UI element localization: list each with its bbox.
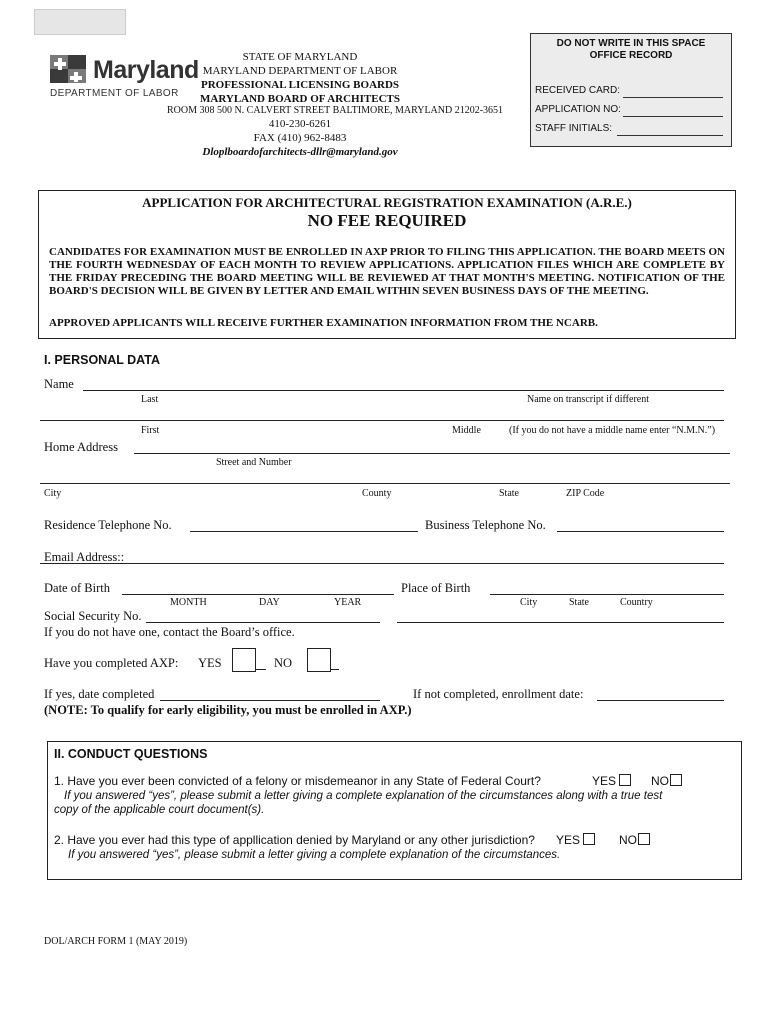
conduct-heading: II. CONDUCT QUESTIONS xyxy=(54,747,208,761)
ssn-line[interactable] xyxy=(146,622,380,623)
agency-email: Dloplboardofarchitects-dllr@maryland.gov xyxy=(202,146,398,158)
q2-no-checkbox[interactable] xyxy=(638,833,650,845)
first-label: First xyxy=(141,425,160,436)
received-card-label: RECEIVED CARD: xyxy=(535,85,621,96)
question-2: 2. Have you ever had this type of appllication denied by Maryland or any other jurisdiction? xyxy=(54,833,535,847)
residence-phone-line[interactable] xyxy=(190,531,418,532)
ssn-note: If you do not have one, contact the Board’s office. xyxy=(44,625,295,639)
email-label: Email Address:: xyxy=(44,550,125,564)
axp-label: Have you completed AXP: xyxy=(44,656,179,670)
ssn-right-line xyxy=(397,622,724,623)
email-line[interactable] xyxy=(40,563,724,564)
office-heading: DO NOT WRITE IN THIS SPACE OFFICE RECORD xyxy=(556,38,706,61)
logo-wordmark: Maryland xyxy=(93,56,199,84)
enrollment-date-label: If not completed, enrollment date: xyxy=(413,687,584,701)
home-address-label: Home Address xyxy=(44,440,118,454)
received-card-line xyxy=(623,97,723,98)
business-phone-label: Business Telephone No. xyxy=(425,518,546,532)
title-box xyxy=(38,190,736,339)
date-completed-line[interactable] xyxy=(160,700,380,701)
pob-line[interactable] xyxy=(490,594,724,595)
pob-label: Place of Birth xyxy=(401,581,471,595)
axp-yes-underline xyxy=(255,669,266,670)
city-line[interactable] xyxy=(40,483,730,484)
axp-no-label: NO xyxy=(274,656,293,670)
ssn-label: Social Security No. xyxy=(44,609,142,623)
dob-line[interactable] xyxy=(122,594,394,595)
staff-initials-label: STAFF INITIALS: xyxy=(535,123,613,134)
day-label: DAY xyxy=(259,597,280,608)
personal-data-heading: I. PERSONAL DATA xyxy=(44,353,160,367)
q2-yes-checkbox[interactable] xyxy=(583,833,595,845)
q1-yes-option[interactable]: YES xyxy=(592,774,631,788)
form-title: APPLICATION FOR ARCHITECTURAL REGISTRATION EXAMINATION (A.R.E.) xyxy=(142,195,632,210)
year-label: YEAR xyxy=(334,597,362,608)
agency-state: STATE OF MARYLAND xyxy=(242,51,358,63)
last-label: Last xyxy=(141,394,159,405)
pob-state-label: State xyxy=(569,597,589,608)
q2-no-option[interactable]: NO xyxy=(619,833,650,847)
application-no-line xyxy=(623,116,723,117)
month-label: MONTH xyxy=(170,597,207,608)
date-completed-label: If yes, date completed xyxy=(44,687,155,701)
middle-label: Middle xyxy=(452,425,481,436)
street-label: Street and Number xyxy=(216,457,292,468)
street-line[interactable] xyxy=(134,453,730,454)
transcript-label: Name on transcript if different xyxy=(527,394,649,405)
q1-yes-checkbox[interactable] xyxy=(619,774,631,786)
axp-no-checkbox[interactable] xyxy=(307,648,331,672)
agency-address: ROOM 308 500 N. CALVERT STREET BALTIMORE, MARYLAND 21202-3651 xyxy=(166,105,504,116)
q1-no-checkbox[interactable] xyxy=(670,774,682,786)
q1-no-option[interactable]: NO xyxy=(651,774,682,788)
first-middle-line[interactable] xyxy=(40,420,724,421)
axp-yes-checkbox[interactable] xyxy=(232,648,256,672)
state-label: State xyxy=(499,488,519,499)
logo-subtitle: DEPARTMENT OF LABOR xyxy=(50,88,179,99)
agency-boards: PROFESSIONAL LICENSING BOARDS xyxy=(200,79,400,91)
name-line[interactable] xyxy=(83,390,724,391)
agency-phone: 410-230-6261 xyxy=(268,118,332,130)
agency-board: MARYLAND BOARD OF ARCHITECTS xyxy=(200,93,400,105)
name-label: Name xyxy=(44,377,74,391)
zip-label: ZIP Code xyxy=(566,488,605,499)
staff-initials-line xyxy=(617,135,723,136)
q2-yes-option[interactable]: YES xyxy=(556,833,595,847)
form-footer: DOL/ARCH FORM 1 (MAY 2019) xyxy=(44,936,188,947)
business-phone-line[interactable] xyxy=(557,531,724,532)
approved-notice: APPROVED APPLICANTS WILL RECEIVE FURTHER EXAMINATION INFORMATION FROM THE NCARB. xyxy=(49,317,598,329)
pob-city-label: City xyxy=(520,597,538,608)
no-fee-title: NO FEE REQUIRED xyxy=(307,211,467,230)
axp-no-underline xyxy=(330,669,339,670)
maryland-flag-icon xyxy=(48,52,90,86)
q1-note-line2: copy of the applicable court document(s). xyxy=(54,804,265,816)
county-label: County xyxy=(362,488,392,499)
agency-department: MARYLAND DEPARTMENT OF LABOR xyxy=(202,65,398,77)
question-1: 1. Have you ever been convicted of a felony or misdemeanor in any State of Federal Court? xyxy=(54,774,541,788)
axp-yes-label: YES xyxy=(198,656,222,670)
enrollment-notice: CANDIDATES FOR EXAMINATION MUST BE ENROLLED IN AXP PRIOR TO FILING THIS APPLICATION. THE BOARD MEETS ON THE FOURTH WEDNESDAY OF EACH MONTH TO REVIEW APPLICATIONS. APPLICATION FILES WHICH ARE COMPLETE BY THE FRIDAY PRECEDING THE BOARD MEETING WILL BE REVIEWED AT THAT MONTH'S MEETING. NOTIFICATION OF THE BOARD'S DECISION WILL BE GIVEN BY LETTER AND EMAIL WITHIN SEVEN BUSINESS DAYS OF THE MEETING. xyxy=(49,246,725,297)
office-record-box xyxy=(530,33,732,147)
nmn-note: (If you do not have a middle name enter “N.M.N.”) xyxy=(509,425,716,436)
q1-note-line1: If you answered “yes”, please submit a letter giving a complete explanation of the circumstances along with a true test xyxy=(64,790,663,802)
conduct-questions-box xyxy=(47,741,742,880)
residence-phone-label: Residence Telephone No. xyxy=(44,518,172,532)
agency-fax: FAX (410) 962-8483 xyxy=(253,132,347,144)
pob-country-label: Country xyxy=(620,597,653,608)
enrollment-date-line[interactable] xyxy=(597,700,724,701)
corner-stamp xyxy=(34,9,126,35)
dob-label: Date of Birth xyxy=(44,581,110,595)
axp-note: (NOTE: To qualify for early eligibility, you must be enrolled in AXP.) xyxy=(44,703,412,717)
city-label: City xyxy=(44,488,62,499)
q2-note: If you answered “yes”, please submit a letter giving a complete explanation of the circumstances. xyxy=(68,849,561,861)
application-no-label: APPLICATION NO: xyxy=(535,104,621,115)
